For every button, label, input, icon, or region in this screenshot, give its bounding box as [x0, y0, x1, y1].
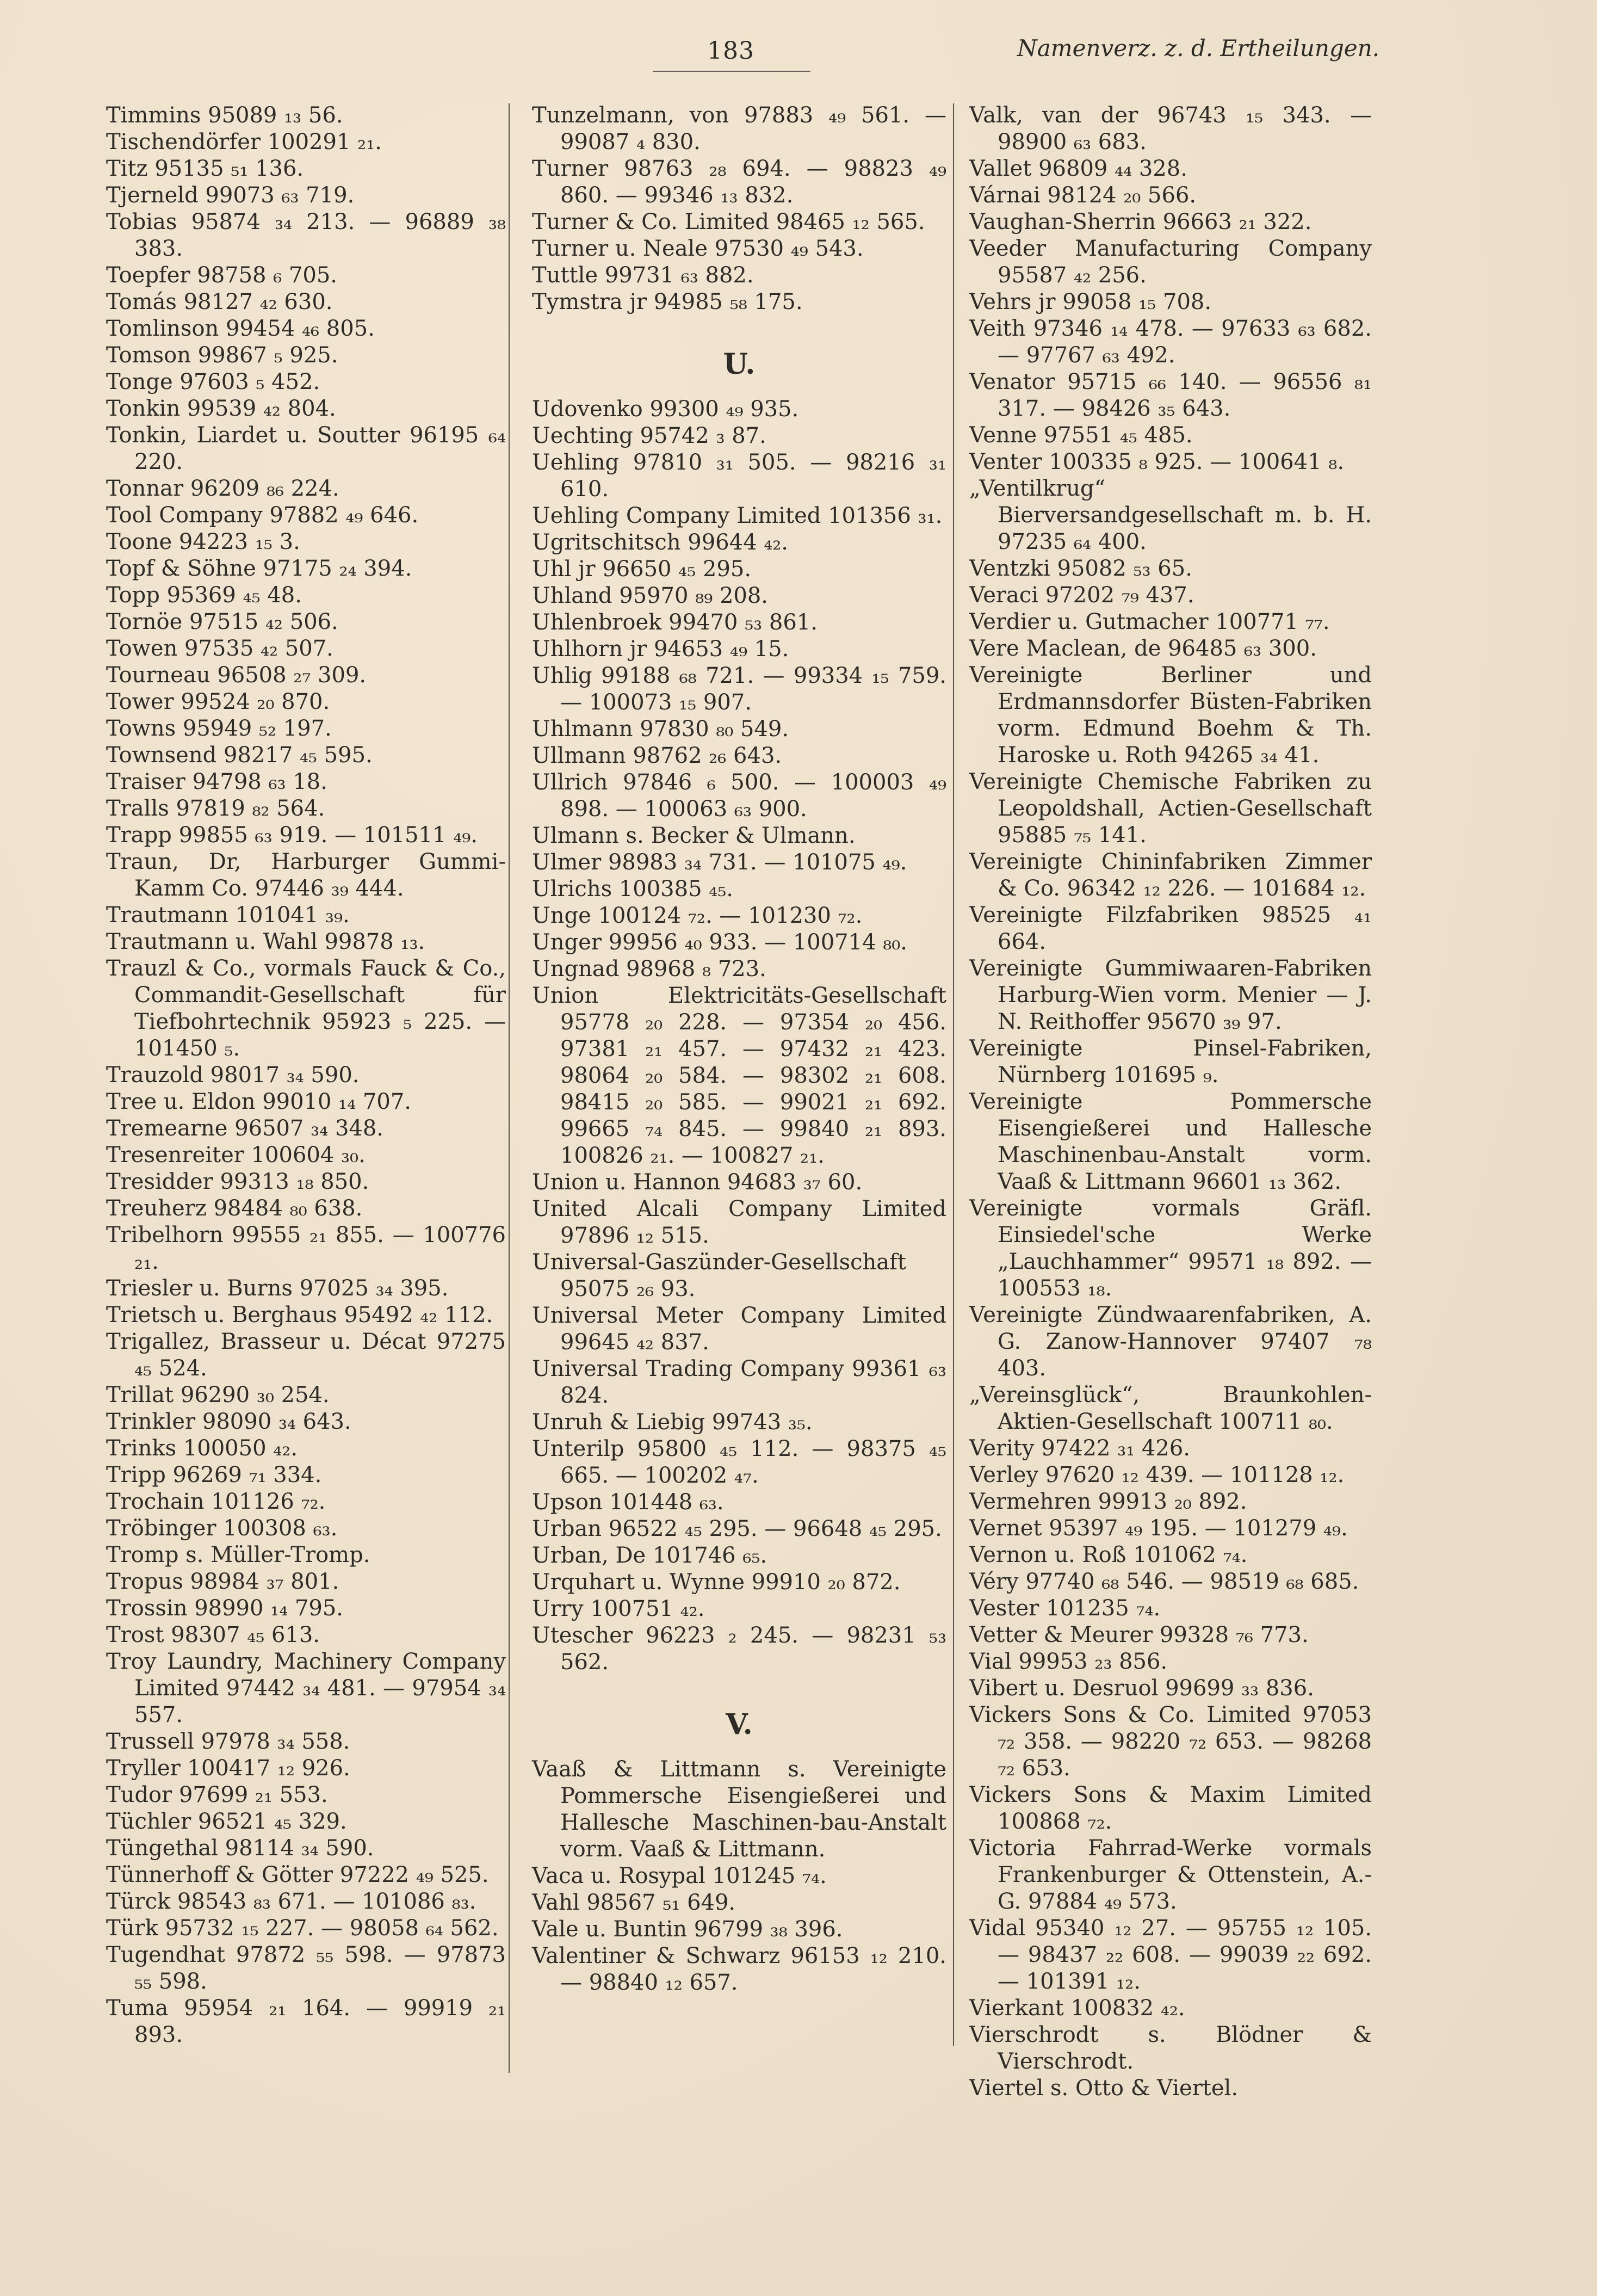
index-entry: Tomson 99867 ₅ 925. [106, 343, 338, 368]
index-entry: Tromp s. Müller-Tromp. [106, 1542, 370, 1567]
index-entry: Tjerneld 99073 ₆₃ 719. [106, 183, 355, 208]
index-entry: Tresidder 99313 ₁₈ 850. [106, 1169, 369, 1194]
index-entry: Turner 98763 ₂₈ 694. — 98823 ₄₉ 860. — 99346 ₁₃ 832. [532, 156, 946, 208]
index-entry: Trochain 101126 ₇₂. [106, 1489, 326, 1514]
index-entry: Vahl 98567 ₅₁ 649. [532, 1890, 736, 1915]
index-entry: Titz 95135 ₅₁ 136. [106, 156, 304, 181]
index-entry: „Vereinsglück“, Braunkohlen-Aktien-Gesellschaft 100711 ₈₀. [969, 1382, 1372, 1434]
index-entry: Vial 99953 ₂₃ 856. [969, 1649, 1168, 1674]
index-entry: Troy Laundry, Machinery Company Limited 97442 ₃₄ 481. — 97954 ₃₄ 557. [106, 1649, 506, 1727]
index-entry: Tymstra jr 94985 ₅₈ 175. [532, 289, 803, 314]
index-entry: Tower 99524 ₂₀ 870. [106, 689, 330, 714]
index-entry: Unruh & Liebig 99743 ₃₅. [532, 1410, 813, 1435]
index-entry: Tonge 97603 ₅ 452. [106, 369, 320, 394]
index-entry: Udovenko 99300 ₄₉ 935. [532, 397, 799, 422]
index-entry: Valentiner & Schwarz 96153 ₁₂ 210. — 98840 ₁₂ 657. [532, 1943, 946, 1995]
index-entry: Uehling Company Limited 101356 ₃₁. [532, 503, 943, 528]
index-entry: Towen 97535 ₄₂ 507. [106, 636, 333, 661]
index-entry: Vibert u. Desruol 99699 ₃₃ 836. [969, 1676, 1314, 1701]
index-entry: Véry 97740 ₆₈ 546. — 98519 ₆₈ 685. [969, 1569, 1359, 1594]
index-entry: Tuttle 99731 ₆₃ 882. [532, 263, 754, 288]
index-entry: Toone 94223 ₁₅ 3. [106, 529, 300, 554]
index-entry: „Ventilkrug“ Bierversandgesellschaft m. b. H. 97235 ₆₄ 400. [969, 476, 1372, 554]
index-entry: Topf & Söhne 97175 ₂₄ 394. [106, 556, 412, 581]
index-entry: Tonnar 96209 ₈₆ 224. [106, 476, 339, 501]
index-entry: Verdier u. Gutmacher 100771 ₇₇. [969, 609, 1330, 634]
index-entry: Utescher 96223 ₂ 245. — 98231 ₅₃ 562. [532, 1623, 946, 1675]
index-entry: Tüchler 96521 ₄₅ 329. [106, 1809, 347, 1834]
index-entry: Trussell 97978 ₃₄ 558. [106, 1729, 350, 1754]
index-entry: Tremearne 96507 ₃₄ 348. [106, 1116, 383, 1141]
index-entry: Verley 97620 ₁₂ 439. — 101128 ₁₂. [969, 1462, 1345, 1488]
index-entry: Vierkant 100832 ₄₂. [969, 1996, 1185, 2021]
index-entry: Venter 100335 ₈ 925. — 100641 ₈. [969, 449, 1345, 474]
index-entry: Treuherz 98484 ₈₀ 638. [106, 1196, 363, 1221]
index-entry: Türk 95732 ₁₅ 227. — 98058 ₆₄ 562. [106, 1916, 499, 1941]
index-entry: Tobias 95874 ₃₄ 213. — 96889 ₃₈ 383. [106, 209, 506, 261]
index-column-3 [969, 102, 1372, 2102]
index-entry: Toepfer 98758 ₆ 705. [106, 263, 338, 288]
index-entry: Vickers Sons & Maxim Limited 100868 ₇₂. [969, 1782, 1372, 1834]
index-entry: Vereinigte vormals Gräfl. Einsiedel'sche Werke „Lauchhammer“ 99571 ₁₈ 892. — 100553 ₁₈. [969, 1196, 1372, 1301]
index-entry: Trinks 100050 ₄₂. [106, 1436, 298, 1461]
index-entry: Uehling 97810 ₃₁ 505. — 98216 ₃₁ 610. [532, 450, 946, 502]
index-entry: Vernet 95397 ₄₉ 195. — 101279 ₄₉. [969, 1516, 1348, 1541]
index-entry: Vickers Sons & Co. Limited 97053 ₇₂ 358. — 98220 ₇₂ 653. — 98268 ₇₂ 653. [969, 1702, 1372, 1781]
index-entry: Uhland 95970 ₈₉ 208. [532, 583, 769, 608]
index-entry: Trinkler 98090 ₃₄ 643. [106, 1409, 351, 1434]
index-entry: Vaughan-Sherrin 96663 ₂₁ 322. [969, 209, 1312, 234]
index-entry: Timmins 95089 ₁₃ 56. [106, 103, 343, 128]
index-entry: Tomás 98127 ₄₂ 630. [106, 289, 333, 314]
index-entry: Trauzl & Co., vormals Fauck & Co., Commandit-Gesellschaft für Tiefbohrtechnik 95923 ₅ 225. — 101450 ₅. [106, 956, 506, 1061]
index-entry: Tudor 97699 ₂₁ 553. [106, 1782, 328, 1807]
index-entry: Urquhart u. Wynne 99910 ₂₀ 872. [532, 1570, 901, 1595]
index-entry: Tourneau 96508 ₂₇ 309. [106, 663, 367, 688]
index-entry: Vereinigte Gummiwaaren-Fabriken Harburg-Wien vorm. Menier — J. N. Reithoffer 95670 ₃₉ 97. [969, 956, 1372, 1034]
index-entry: Tünnerhoff & Götter 97222 ₄₉ 525. [106, 1862, 489, 1887]
index-entry: Viertel s. Otto & Viertel. [969, 2076, 1239, 2101]
index-entry: Vereinigte Pommersche Eisengießerei und Hallesche Maschinenbau-Anstalt vorm. Vaaß & Littmann 96601 ₁₃ 362. [969, 1089, 1372, 1194]
section-heading: U. [723, 348, 756, 381]
index-entry: Traiser 94798 ₆₃ 18. [106, 769, 327, 794]
index-entry: Valk, van der 96743 ₁₅ 343. — 98900 ₆₃ 683. [969, 103, 1372, 155]
index-entry: Trigallez, Brasseur u. Décat 97275 ₄₅ 524. [106, 1329, 506, 1381]
index-entry: Ulmann s. Becker & Ulmann. [532, 823, 856, 848]
index-entry: Ventzki 95082 ₅₃ 65. [969, 556, 1192, 581]
index-entry: Vidal 95340 ₁₂ 27. — 95755 ₁₂ 105. — 98437 ₂₂ 608. — 99039 ₂₂ 692. — 101391 ₁₂. [969, 1916, 1372, 1994]
index-entry: Ulrichs 100385 ₄₅. [532, 877, 734, 902]
index-entry: Tüngethal 98114 ₃₄ 590. [106, 1836, 374, 1861]
index-entry: Tool Company 97882 ₄₉ 646. [106, 503, 419, 528]
index-entry: Trossin 98990 ₁₄ 795. [106, 1596, 344, 1621]
index-entry: Tribelhorn 99555 ₂₁ 855. — 100776 ₂₁. [106, 1223, 506, 1274]
index-entry: Veraci 97202 ₇₉ 437. [969, 583, 1194, 608]
index-entry: Tryller 100417 ₁₂ 926. [106, 1756, 350, 1781]
index-entry: Vierschrodt s. Blödner & Vierschrodt. [969, 2022, 1372, 2074]
index-entry: Várnai 98124 ₂₀ 566. [969, 183, 1197, 208]
index-entry: Tripp 96269 ₇₁ 334. [106, 1462, 322, 1488]
index-entry: Tröbinger 100308 ₆₃. [106, 1516, 338, 1541]
index-entry: Trapp 99855 ₆₃ 919. — 101511 ₄₉. [106, 823, 478, 848]
index-entry: Universal-Gaszünder-Gesellschaft 95075 ₂₆ 93. [532, 1250, 907, 1301]
index-entry: Ulmer 98983 ₃₄ 731. — 101075 ₄₉. [532, 850, 907, 875]
index-entry: Vernon u. Roß 101062 ₇₄. [969, 1542, 1248, 1567]
index-entry: Vester 101235 ₇₄. [969, 1596, 1161, 1621]
index-entry: Victoria Fahrrad-Werke vormals Frankenburger & Ottenstein, A.-G. 97884 ₄₉ 573. [969, 1836, 1372, 1914]
index-entry: Vereinigte Chininfabriken Zimmer & Co. 96342 ₁₂ 226. — 101684 ₁₂. [969, 849, 1372, 901]
index-entry: United Alcali Company Limited 97896 ₁₂ 515. [532, 1196, 946, 1248]
index-entry: Tralls 97819 ₈₂ 564. [106, 796, 325, 821]
index-entry: Vereinigte Chemische Fabriken zu Leopoldshall, Actien-Gesellschaft 95885 ₇₅ 141. [969, 769, 1372, 848]
index-entry: Tornöe 97515 ₄₂ 506. [106, 609, 338, 634]
index-entry: Union u. Hannon 94683 ₃₇ 60. [532, 1170, 863, 1195]
index-entry: Triesler u. Burns 97025 ₃₄ 395. [106, 1276, 449, 1301]
index-entry: Uhlmann 97830 ₈₀ 549. [532, 717, 789, 742]
index-entry: Tuma 95954 ₂₁ 164. — 99919 ₂₁ 893. [106, 1996, 506, 2047]
index-entry: Tree u. Eldon 99010 ₁₄ 707. [106, 1089, 412, 1114]
index-entry: Trautmann u. Wahl 99878 ₁₃. [106, 929, 425, 954]
index-entry: Trost 98307 ₄₅ 613. [106, 1622, 320, 1647]
section-heading: V. [726, 1708, 753, 1741]
index-entry: Unge 100124 ₇₂. — 101230 ₇₂. [532, 903, 863, 928]
index-entry: Trauzold 98017 ₃₄ 590. [106, 1063, 360, 1088]
index-entry: Vere Maclean, de 96485 ₆₃ 300. [969, 636, 1317, 661]
running-title: Namenverz. z. d. Ertheilungen. [1017, 35, 1380, 61]
index-entry: Turner u. Neale 97530 ₄₉ 543. [532, 236, 864, 261]
index-entry: Vetter & Meurer 99328 ₇₆ 773. [969, 1622, 1309, 1647]
index-entry: Türck 98543 ₈₃ 671. — 101086 ₈₃. [106, 1889, 476, 1914]
index-entry: Townsend 98217 ₄₅ 595. [106, 743, 373, 768]
index-entry: Trillat 96290 ₃₀ 254. [106, 1382, 330, 1408]
index-entry: Urban 96522 ₄₅ 295. — 96648 ₄₅ 295. [532, 1516, 942, 1541]
index-entry: Urry 100751 ₄₂. [532, 1596, 705, 1621]
index-entry: Vereinigte Zündwaarenfabriken, A. G. Zanow-Hannover 97407 ₇₈ 403. [969, 1303, 1372, 1381]
index-entry: Veith 97346 ₁₄ 478. — 97633 ₆₃ 682. — 97767 ₆₃ 492. [969, 316, 1372, 368]
index-entry: Tugendhat 97872 ₅₅ 598. — 97873 ₅₅ 598. [106, 1942, 506, 1994]
index-entry: Unterilp 95800 ₄₅ 112. — 98375 ₄₅ 665. — 100202 ₄₇. [532, 1436, 946, 1488]
index-entry: Tonkin 99539 ₄₂ 804. [106, 396, 336, 421]
index-entry: Uechting 95742 ₃ 87. [532, 423, 766, 448]
index-entry: Traun, Dr, Harburger Gummi-Kamm Co. 97446 ₃₉ 444. [106, 849, 506, 901]
index-entry: Universal Meter Company Limited 99645 ₄₂ 837. [532, 1303, 946, 1355]
index-entry: Verity 97422 ₃₁ 426. [969, 1436, 1190, 1461]
index-entry: Uhl jr 96650 ₄₅ 295. [532, 557, 752, 582]
index-entry: Ullrich 97846 ₆ 500. — 100003 ₄₉ 898. — 100063 ₆₃ 900. [532, 770, 946, 822]
index-entry: Vehrs jr 99058 ₁₅ 708. [969, 289, 1212, 314]
index-entry: Urban, De 101746 ₆₅. [532, 1543, 767, 1568]
index-entry: Trautmann 101041 ₃₉. [106, 903, 350, 928]
page-number-rule [653, 71, 810, 72]
column-divider [953, 103, 954, 2046]
index-entry: Veeder Manufacturing Company 95587 ₄₂ 256. [969, 236, 1372, 288]
index-entry: Vermehren 99913 ₂₀ 892. [969, 1489, 1247, 1514]
index-entry: Tresenreiter 100604 ₃₀. [106, 1143, 366, 1168]
page-number: 183 [707, 37, 754, 65]
index-column-2 [532, 102, 946, 1996]
index-entry: Vereinigte Pinsel-Fabriken, Nürnberg 101695 ₉. [969, 1036, 1372, 1088]
index-entry: Uhlhorn jr 94653 ₄₉ 15. [532, 637, 789, 662]
index-entry: Uhlenbroek 99470 ₅₃ 861. [532, 610, 818, 635]
index-entry: Vaca u. Rosypal 101245 ₇₄. [532, 1863, 827, 1888]
index-entry: Vale u. Buntin 96799 ₃₈ 396. [532, 1917, 843, 1942]
index-column-1 [106, 102, 506, 2048]
index-entry: Vaaß & Littmann s. Vereinigte Pommersche Eisengießerei und Hallesche Maschinen-bau-Anstalt vorm. Vaaß & Littmann. [532, 1757, 946, 1862]
index-entry: Ungnad 98968 ₈ 723. [532, 956, 766, 982]
index-entry: Venne 97551 ₄₅ 485. [969, 423, 1193, 448]
index-entry: Vereinigte Berliner und Erdmannsdorfer Büsten-Fabriken vorm. Edmund Boehm & Th. Haroske u. Roth 94265 ₃₄ 41. [969, 663, 1372, 768]
index-entry: Vereinigte Filzfabriken 98525 ₄₁ 664. [969, 903, 1372, 954]
index-entry: Upson 101448 ₆₃. [532, 1490, 724, 1515]
index-entry: Turner & Co. Limited 98465 ₁₂ 565. [532, 209, 925, 234]
index-entry: Ugritschitsch 99644 ₄₂. [532, 530, 789, 555]
index-entry: Tomlinson 99454 ₄₆ 805. [106, 316, 375, 341]
index-entry: Tropus 98984 ₃₇ 801. [106, 1569, 339, 1594]
index-entry: Venator 95715 ₆₆ 140. — 96556 ₈₁ 317. — 98426 ₃₅ 643. [969, 369, 1372, 421]
index-entry: Tonkin, Liardet u. Soutter 96195 ₆₄ 220. [106, 423, 506, 474]
index-entry: Topp 95369 ₄₅ 48. [106, 583, 302, 608]
index-entry: Towns 95949 ₅₂ 197. [106, 716, 332, 741]
index-entry: Universal Trading Company 99361 ₆₃ 824. [532, 1356, 946, 1408]
index-entry: Tischendörfer 100291 ₂₁. [106, 129, 382, 155]
index-entry: Vallet 96809 ₄₄ 328. [969, 156, 1187, 181]
index-entry: Union Elektricitäts-Gesellschaft 95778 ₂₀ 228. — 97354 ₂₀ 456. 97381 ₂₁ 457. — 97432 ₂₁ 423. 98064 ₂₀ 584. — 98302 ₂₁ 608. 98415 ₂₀ 585. — 99021 ₂₁ 692. 99665 ₇₄ 845. — 99840 ₂₁ 893. 100826 ₂₁. — 100827 ₂₁. [532, 983, 946, 1168]
column-divider [509, 103, 510, 2073]
index-entry: Tunzelmann, von 97883 ₄₉ 561. — 99087 ₄ 830. [532, 103, 946, 155]
index-entry: Unger 99956 ₄₀ 933. — 100714 ₈₀. [532, 930, 908, 955]
index-entry: Ullmann 98762 ₂₆ 643. [532, 743, 782, 768]
index-entry: Trietsch u. Berghaus 95492 ₄₂ 112. [106, 1303, 493, 1328]
index-entry: Uhlig 99188 ₆₈ 721. — 99334 ₁₅ 759. — 100073 ₁₅ 907. [532, 663, 946, 715]
